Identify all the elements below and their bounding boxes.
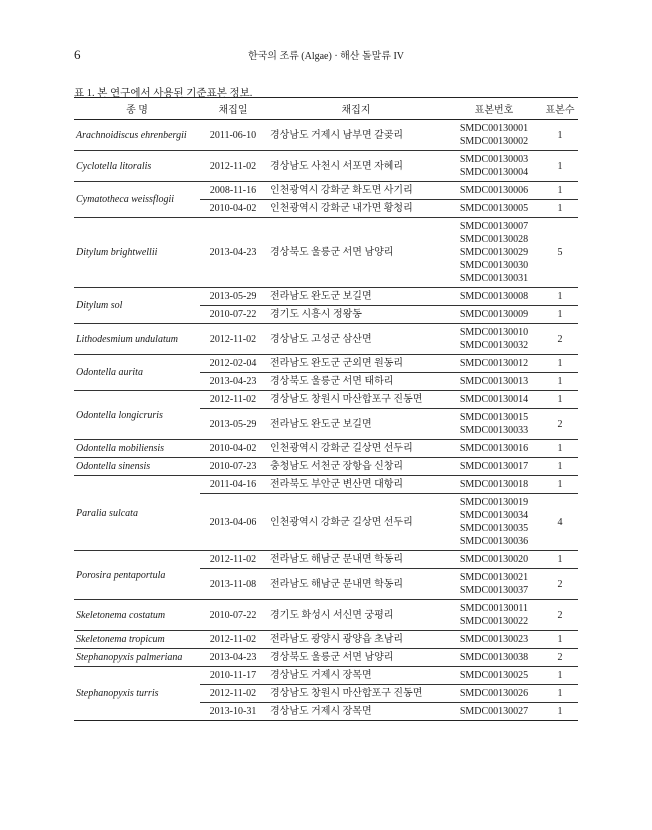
collection-site: 경상남도 창원시 마산합포구 진동면 [266, 391, 446, 409]
specimen-number: SMDC00130036 [459, 536, 529, 547]
species-name: Skeletonema tropicum [74, 631, 200, 649]
specimen-number: SMDC00130021 [459, 572, 529, 583]
collection-date: 2013-04-23 [200, 373, 266, 391]
specimen-count: 1 [542, 476, 578, 494]
collection-site: 인천광역시 강화군 화도면 사기리 [266, 182, 446, 200]
column-header-date: 채집일 [200, 98, 266, 120]
specimen-number: SMDC00130018 [459, 479, 529, 490]
specimen-count: 1 [542, 182, 578, 200]
species-name: Odontella sinensis [74, 458, 200, 476]
collection-date: 2012-02-04 [200, 355, 266, 373]
collection-site: 경상남도 고성군 삼산면 [266, 324, 446, 355]
specimen-count: 1 [542, 551, 578, 569]
collection-site: 경상북도 울릉군 서면 남양리 [266, 218, 446, 288]
specimen-count: 1 [542, 373, 578, 391]
collection-date: 2012-11-02 [200, 324, 266, 355]
collection-date: 2013-05-29 [200, 409, 266, 440]
specimen-numbers [446, 120, 542, 151]
specimen-number: SMDC00130019 [459, 497, 529, 508]
collection-date: 2013-05-29 [200, 288, 266, 306]
collection-site: 인천광역시 강화군 길상면 선두리 [266, 494, 446, 551]
table-row [74, 440, 578, 458]
table-row [74, 476, 578, 494]
table-row [74, 551, 578, 569]
species-name: Cymatotheca weissflogii [74, 182, 200, 218]
species-name: Cyclotella litoralis [74, 151, 200, 182]
table-body [74, 120, 578, 721]
specimen-number: SMDC00130017 [459, 461, 529, 472]
collection-date: 2010-04-02 [200, 200, 266, 218]
collection-site: 경상남도 거제시 장목면 [266, 703, 446, 721]
collection-site: 전라남도 완도군 보길면 [266, 409, 446, 440]
collection-site: 경기도 화성시 서신면 궁평리 [266, 600, 446, 631]
column-header-species: 종 명 [74, 98, 200, 120]
specimen-count: 2 [542, 569, 578, 600]
specimen-number: SMDC00130037 [459, 585, 529, 596]
specimen-number: SMDC00130023 [459, 634, 529, 645]
collection-date: 2010-11-17 [200, 667, 266, 685]
specimen-count: 1 [542, 631, 578, 649]
specimen-count: 2 [542, 600, 578, 631]
specimen-numbers [446, 355, 542, 373]
specimen-number: SMDC00130008 [459, 291, 529, 302]
column-header-site: 채집지 [266, 98, 446, 120]
table-row [74, 649, 578, 667]
specimen-numbers [446, 324, 542, 355]
specimen-numbers [446, 391, 542, 409]
specimen-count: 1 [542, 458, 578, 476]
table-row [74, 151, 578, 182]
specimen-number: SMDC00130025 [459, 670, 529, 681]
specimen-numbers [446, 182, 542, 200]
specimen-number: SMDC00130007 [459, 221, 529, 232]
specimen-count: 1 [542, 355, 578, 373]
specimen-numbers [446, 409, 542, 440]
specimen-numbers [446, 200, 542, 218]
collection-date: 2012-11-02 [200, 631, 266, 649]
specimen-number: SMDC00130029 [459, 247, 529, 258]
specimen-number: SMDC00130033 [459, 425, 529, 436]
running-header: 한국의 조류 (Algae) · 해산 돌말류 IV [247, 51, 405, 62]
specimen-numbers [446, 667, 542, 685]
specimen-numbers [446, 476, 542, 494]
table-row [74, 120, 578, 151]
specimen-number: SMDC00130022 [459, 616, 529, 627]
specimen-numbers [446, 440, 542, 458]
table-row [74, 667, 578, 685]
specimen-number: SMDC00130009 [459, 309, 529, 320]
table-row [74, 458, 578, 476]
specimen-number: SMDC00130032 [459, 340, 529, 351]
species-name: Lithodesmium undulatum [74, 324, 200, 355]
collection-date: 2011-06-10 [200, 120, 266, 151]
collection-site: 경기도 시흥시 정왕동 [266, 306, 446, 324]
specimen-numbers [446, 600, 542, 631]
specimen-number: SMDC00130030 [459, 260, 529, 271]
specimen-number: SMDC00130035 [459, 523, 529, 534]
species-name: Stephanopyxis turris [74, 667, 200, 721]
collection-date: 2012-11-02 [200, 551, 266, 569]
collection-site: 전라남도 광양시 광양읍 초남리 [266, 631, 446, 649]
specimen-number: SMDC00130012 [459, 358, 529, 369]
collection-date: 2013-04-23 [200, 649, 266, 667]
collection-site: 경상북도 울릉군 서면 태하리 [266, 373, 446, 391]
specimen-count: 4 [542, 494, 578, 551]
specimen-count: 2 [542, 324, 578, 355]
page-number: 6 [74, 47, 81, 62]
collection-date: 2010-07-23 [200, 458, 266, 476]
collection-site: 경상남도 거제시 장목면 [266, 667, 446, 685]
specimen-number: SMDC00130014 [459, 394, 529, 405]
species-name: Skeletonema costatum [74, 600, 200, 631]
specimen-numbers [446, 373, 542, 391]
table-row [74, 182, 578, 200]
collection-site: 인천광역시 강화군 내가면 황청리 [266, 200, 446, 218]
specimen-numbers [446, 685, 542, 703]
specimen-number: SMDC00130005 [459, 203, 529, 214]
specimen-count: 1 [542, 151, 578, 182]
collection-site: 전라남도 완도군 보길면 [266, 288, 446, 306]
specimen-number: SMDC00130028 [459, 234, 529, 245]
specimen-count: 1 [542, 120, 578, 151]
specimen-count: 1 [542, 200, 578, 218]
species-name: Porosira pentaportula [74, 551, 200, 600]
table-caption: 표 1. 본 연구에서 사용된 기준표본 정보. [74, 88, 253, 99]
specimen-count: 1 [542, 306, 578, 324]
collection-site: 충청남도 서천군 장항읍 신창리 [266, 458, 446, 476]
collection-date: 2012-11-02 [200, 151, 266, 182]
column-header-specimen-count: 표본수 [542, 98, 578, 120]
collection-site: 경상남도 사천시 서포면 자혜리 [266, 151, 446, 182]
species-name: Stephanopyxis palmeriana [74, 649, 200, 667]
collection-date: 2013-04-06 [200, 494, 266, 551]
species-name: Odontella mobiliensis [74, 440, 200, 458]
collection-date: 2011-04-16 [200, 476, 266, 494]
species-name: Arachnoidiscus ehrenbergii [74, 120, 200, 151]
collection-site: 전라남도 해남군 문내면 학동리 [266, 551, 446, 569]
specimen-count: 1 [542, 667, 578, 685]
collection-site: 전라남도 완도군 군외면 원동리 [266, 355, 446, 373]
table-row [74, 631, 578, 649]
species-name: Ditylum brightwellii [74, 218, 200, 288]
specimen-table [74, 97, 578, 721]
specimen-count: 5 [542, 218, 578, 288]
specimen-number: SMDC00130026 [459, 688, 529, 699]
specimen-number: SMDC00130001 [459, 123, 529, 134]
specimen-numbers [446, 306, 542, 324]
table-row [74, 355, 578, 373]
specimen-numbers [446, 703, 542, 721]
specimen-numbers [446, 631, 542, 649]
specimen-number: SMDC00130020 [459, 554, 529, 565]
collection-date: 2008-11-16 [200, 182, 266, 200]
collection-site: 전라북도 부안군 변산면 대항리 [266, 476, 446, 494]
specimen-number: SMDC00130038 [459, 652, 529, 663]
specimen-count: 1 [542, 440, 578, 458]
table-row [74, 324, 578, 355]
specimen-numbers [446, 569, 542, 600]
specimen-count: 1 [542, 703, 578, 721]
collection-date: 2013-10-31 [200, 703, 266, 721]
species-name: Odontella longicruris [74, 391, 200, 440]
specimen-count: 1 [542, 391, 578, 409]
specimen-numbers [446, 494, 542, 551]
specimen-count: 2 [542, 409, 578, 440]
collection-date: 2010-04-02 [200, 440, 266, 458]
collection-date: 2012-11-02 [200, 685, 266, 703]
specimen-count: 1 [542, 288, 578, 306]
specimen-number: SMDC00130034 [459, 510, 529, 521]
collection-site: 경상남도 창원시 마산합포구 진동면 [266, 685, 446, 703]
specimen-numbers [446, 218, 542, 288]
specimen-number: SMDC00130006 [459, 185, 529, 196]
collection-date: 2013-04-23 [200, 218, 266, 288]
collection-site: 경상남도 거제시 남부면 갈곶리 [266, 120, 446, 151]
table-row [74, 600, 578, 631]
table-row [74, 288, 578, 306]
specimen-number: SMDC00130027 [459, 706, 529, 717]
specimen-number: SMDC00130016 [459, 443, 529, 454]
collection-site: 인천광역시 강화군 길상면 선두리 [266, 440, 446, 458]
specimen-number: SMDC00130004 [459, 167, 529, 178]
specimen-numbers [446, 458, 542, 476]
specimen-number: SMDC00130013 [459, 376, 529, 387]
specimen-number: SMDC00130003 [459, 154, 529, 165]
table-row [74, 391, 578, 409]
specimen-number: SMDC00130010 [459, 327, 529, 338]
specimen-number: SMDC00130015 [459, 412, 529, 423]
specimen-numbers [446, 551, 542, 569]
specimen-numbers [446, 649, 542, 667]
specimen-numbers [446, 151, 542, 182]
column-header-specimen-number: 표본번호 [446, 98, 542, 120]
specimen-number: SMDC00130031 [459, 273, 529, 284]
collection-site: 경상북도 울릉군 서면 남양리 [266, 649, 446, 667]
specimen-number: SMDC00130011 [460, 603, 528, 614]
specimen-number: SMDC00130002 [459, 136, 529, 147]
collection-date: 2013-11-08 [200, 569, 266, 600]
specimen-count: 2 [542, 649, 578, 667]
collection-date: 2010-07-22 [200, 306, 266, 324]
table-header-row [74, 98, 578, 120]
collection-date: 2010-07-22 [200, 600, 266, 631]
species-name: Odontella aurita [74, 355, 200, 391]
species-name: Ditylum sol [74, 288, 200, 324]
collection-site: 전라남도 해남군 문내면 학동리 [266, 569, 446, 600]
species-name: Paralia sulcata [74, 476, 200, 551]
specimen-count: 1 [542, 685, 578, 703]
collection-date: 2012-11-02 [200, 391, 266, 409]
table-row [74, 218, 578, 288]
specimen-numbers [446, 288, 542, 306]
